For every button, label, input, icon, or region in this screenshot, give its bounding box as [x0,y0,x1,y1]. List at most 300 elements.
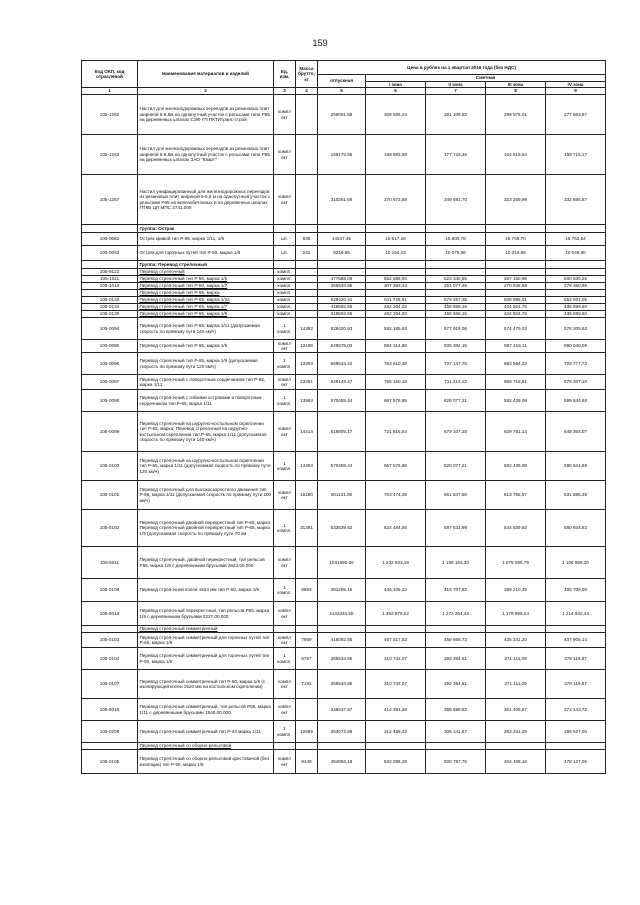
row-price-zone-1 [366,269,426,276]
row-mass: 6853 [296,579,318,602]
row-mass: 6757 [296,648,318,670]
row-price-zone-3: 574 479,03 [486,318,546,340]
row-unit: шт. [274,233,296,246]
row-price-zone-2: 458 668,73 [426,633,486,648]
row-price-zone-3: 361 406,57 [486,699,546,721]
row-mass [296,135,318,175]
row-price-zone-1 [366,743,426,750]
row-price-zone-1 [366,225,426,233]
header-name: Наименование материалов и изделий [138,61,274,88]
row-price-release: 310251.66 [318,175,366,225]
table-row [82,318,606,340]
row-name: Группа: Перевод стрелочный [138,261,274,269]
header-zone-3: III зона [486,81,546,88]
row-code: 105-0104 [82,648,138,670]
row-price-zone-4: 599 644,69 [546,390,606,412]
row-mass [296,626,318,633]
row-price-release: 570459.44 [318,390,366,412]
row-name: Перевод стрелочный симметричный для горочных путей тип Р-65, марка 1/6 [138,633,274,648]
row-price-release: 381205.15 [318,579,366,602]
row-price-zone-3: 582 439,08 [486,452,546,481]
row-code: 105-0101 [82,481,138,510]
row-unit: компл ект [274,412,296,452]
row-price-release: 265534.85 [318,670,366,699]
row-price-zone-2: 661 847,66 [426,481,486,510]
row-name: Перевод стрелочный тип Р-65, марка 1/11 (допускаемая скорость по прямому пути 140 км/ч) [138,318,274,340]
column-index: 3 [274,88,296,95]
row-price-zone-2 [426,626,486,633]
row-price-zone-1: 756 150,18 [366,375,426,390]
row-price-release: 616805.17 [318,412,366,452]
row-price-zone-3 [486,626,546,633]
row-price-release: 265534.85 [318,648,366,670]
row-code: 105-0135 [82,311,138,318]
row-code [82,290,138,297]
row-price-zone-1 [366,626,426,633]
row-price-release: 849575,03 [318,340,366,353]
column-index: 2 [138,88,274,95]
row-unit: 1 компл. [274,353,296,375]
row-price-zone-2 [426,743,486,750]
row-unit: компл ект [274,602,296,626]
row-price-zone-3: 425 341,20 [486,633,546,648]
row-unit [274,626,296,633]
row-price-zone-4: 599 644,69 [546,452,606,481]
row-name: Перевод стрелочный тип Р-65, марка 1/22 [138,297,274,304]
row-price-zone-1: 189 983,58 [366,135,426,175]
row-price-zone-4 [546,626,606,633]
row-unit: компл ект [274,95,296,135]
row-price-zone-1 [366,290,426,297]
header-unit: Ед. изм. [274,61,296,88]
row-code: 105-0095 [82,340,138,353]
row-unit: компл ект [274,633,296,648]
table-row [82,269,606,276]
table-row [82,602,606,626]
row-price-zone-3 [486,261,546,269]
row-code: 105-0062 [82,233,138,246]
row-price-zone-4: 10 049,60 [546,246,606,261]
row-price-zone-1: 487 517,63 [366,633,426,648]
row-mass: 16180 [296,481,318,510]
row-mass: 9449 [296,750,318,774]
row-name: Настил для железнодорожных переездов из резиновых плит шириной 6-6,5м на однопутный участок с рельсами типа Р65 на деревянных шпалах СЭФ ГП ПКТИтранс-строй [138,95,274,135]
row-price-zone-4: 400 708,00 [546,579,606,602]
row-price-zone-2: 737 147,78 [426,353,486,375]
row-name: Перевод стрелочный тип Р-50, марка 1/6 [138,276,274,283]
row-price-zone-4: 631 885,38 [546,481,606,510]
table-row [82,481,606,510]
row-price-zone-3: 487 150,98 [486,276,546,283]
row-mass [296,547,318,579]
row-price-zone-3 [486,290,546,297]
row-price-release [318,290,366,297]
row-name: Перевод стрелочный симметричный, тип рельсов Р65, марка 1/11 с деревянными брусьями 1840.00.000 [138,699,274,721]
row-price-zone-3: 271 111,09 [486,648,546,670]
row-mass: 14414 [296,412,318,452]
table-row [82,721,606,743]
row-unit: компл ект [274,175,296,225]
row-price-zone-3: 15 705,70 [486,233,546,246]
row-unit: 1 компл. [274,390,296,412]
row-unit: компл. [274,290,296,297]
row-price-zone-3: 538 995,01 [486,297,546,304]
row-price-zone-3: 544 839,63 [486,510,546,547]
row-mass [296,283,318,290]
row-price-zone-4: 679 207,10 [546,375,606,390]
row-price-release: 646149.47 [318,375,366,390]
row-price-zone-2: 679 107,28 [426,412,486,452]
row-price-zone-1: 446 105,22 [366,579,426,602]
row-price-zone-1: 994 314,88 [366,340,426,353]
row-price-release: 533639.52 [318,510,366,547]
row-price-zone-3: 464 408,16 [486,750,546,774]
column-index: 1 [82,88,138,95]
table-row [82,510,606,547]
table-row [82,290,606,297]
row-unit: компл. [274,283,296,290]
row-price-zone-1: 370 673,68 [366,175,426,225]
row-mass: 13984 [296,390,318,412]
row-price-zone-1: 482 264,02 [366,304,426,311]
row-name: Перевод стрелочный на шурупно-костыльном скреплении тип Р-65, марка 1/11 (допускаемая скорость по прямому пути 120 км/ч) [138,452,274,481]
row-price-zone-4 [546,743,606,750]
row-price-zone-3: 389 210,49 [486,579,546,602]
row-price-zone-2 [426,290,486,297]
row-price-zone-3: 270 846,58 [486,283,546,290]
page-number: 159 [312,38,328,48]
row-price-zone-3 [486,225,546,233]
row-code [82,743,138,750]
row-code: 105-1012 [82,283,138,290]
row-unit: 1 компл. [274,579,296,602]
row-price-zone-3: 164 619,64 [486,135,546,175]
row-price-zone-2: 291 077,46 [426,283,486,290]
row-code: 105-0100 [82,452,138,481]
row-unit: 1 компл. [274,318,296,340]
row-code: 105-0099 [82,412,138,452]
table-row [82,304,606,311]
table-body [82,95,606,774]
row-name: Перевод стрелочный тип Р-65, марка 1/8 [138,311,274,318]
row-price-zone-2: 389 698,52 [426,699,486,721]
row-price-zone-2: 587 531,99 [426,510,486,547]
column-index-row [82,88,606,95]
row-unit: компл ект [274,670,296,699]
row-name: Перевод стрелочный с поворотным сердечником тип Р-65, марка 1/11 [138,375,274,390]
row-price-zone-4: 15 763,54 [546,233,606,246]
row-mass [296,290,318,297]
row-price-zone-4: 372 143,72 [546,699,606,721]
row-unit [274,225,296,233]
row-price-zone-3: 887 416,11 [486,340,546,353]
row-price-zone-2: 1 159 183,30 [426,547,486,579]
row-code: 105-1257 [82,175,138,225]
row-price-zone-3 [486,743,546,750]
row-code: 105-6010 [82,699,138,721]
row-price-zone-1: 307 393,44 [366,283,426,290]
row-unit: компл. [274,269,296,276]
row-price-zone-1: 1 352 878,52 [366,602,426,626]
row-name: Перевод стрелочный, двойной перекрестный, тип рельсов Р65, марка 1/9 с деревянными брусьями 2843.00.000 [138,547,274,579]
row-mass [296,743,318,750]
row-price-zone-3: 1 075 096,79 [486,547,546,579]
row-price-release: 528420.41 [318,297,366,304]
table-row [82,648,606,670]
row-price-zone-1: 667 576,95 [366,390,426,412]
header-zone-2: II зона [426,81,486,88]
row-code: 105-0096 [82,353,138,375]
row-price-zone-4 [546,269,606,276]
group-row [82,261,606,269]
row-price-zone-1: 310 742,07 [366,648,426,670]
table-row [82,750,606,774]
row-price-zone-3: 659 718,81 [486,375,546,390]
row-code: 105-0094 [82,318,138,340]
column-index: 4 [296,88,318,95]
row-name: Перевод стрелочный [138,269,274,276]
row-unit [274,743,296,750]
row-code: 105-6012 [82,602,138,626]
row-price-zone-2: 628 077,21 [426,452,486,481]
row-price-zone-2: 291 109,53 [426,95,486,135]
row-price-zone-1: 703 474,39 [366,481,426,510]
table-row [82,670,606,699]
row-price-zone-4: 278 350,96 [546,283,606,290]
row-price-zone-4: 277 663,57 [546,95,606,135]
column-index: 9 [546,88,606,95]
row-price-zone-3: 323 269,99 [486,175,546,225]
row-unit: компл. [274,311,296,318]
row-name: Перевод стрелочный симметричный для горочных путей тип Р-50, марка 1/6 [138,648,274,670]
table-row [82,175,606,225]
row-price-zone-2 [426,261,486,269]
row-price-zone-4: 279 119,87 [546,648,606,670]
row-price-zone-2: 577 919,06 [426,318,486,340]
row-price-zone-1: 10 154,13 [366,246,426,261]
row-mass [296,297,318,304]
row-name: Настил для железнодорожных переездов из резиновых плит шириной 6-6,5м на однопутный участок с рельсами типа Р65 на деревянных шпалах ЗАО "Кварт" [138,135,274,175]
table-row [82,375,606,390]
row-price-zone-1: 552 888,94 [366,276,426,283]
row-price-release: 601131.90 [318,481,366,510]
row-name: Перевод стрелочный перекрестный, тип рельсов Р65, марка 1/9 с деревянными брусьями 2227.00.000 [138,602,274,626]
row-price-zone-2: 305 141,67 [426,721,486,743]
column-index: 7 [426,88,486,95]
row-price-zone-2: 500 797,75 [426,750,486,774]
header-code: Код ОКП, код отраслевой [82,61,138,88]
table-row [82,353,606,375]
row-price-release [318,261,366,269]
row-code: 105-0208 [82,721,138,743]
row-price-zone-1: 310 742,07 [366,670,426,699]
row-name: Перевод стрелочный тип Р-65, марка 1/7 [138,304,274,311]
row-unit: 1 компл. [274,510,296,547]
row-price-zone-1: 1 232 633,19 [366,547,426,579]
table-row [82,311,606,318]
row-price-zone-3: 10 019,88 [486,246,546,261]
row-unit: 1 компл. [274,452,296,481]
row-unit: компл. [274,276,296,283]
row-name: Перевод стрелочный симметричный тип Р-43 марка 1/11 [138,721,274,743]
header-release: отпускная [318,75,366,88]
row-price-zone-2: 456 666,16 [426,311,486,318]
row-price-release: 9216.55 [318,246,366,261]
row-code: 105-6011 [82,547,138,579]
row-price-zone-1: 611 726,91 [366,297,426,304]
row-price-zone-2: 15 600,78 [426,233,486,246]
row-price-release: 570459.44 [318,452,366,481]
row-code: 105-0134 [82,304,138,311]
row-price-release: 256001.68 [318,95,366,135]
row-unit: компл ект [274,547,296,579]
row-price-zone-4: 560 934,82 [546,510,606,547]
row-price-zone-4 [546,225,606,233]
row-mass [296,261,318,269]
row-mass: 14463 [296,452,318,481]
row-code: 105-0133 [82,297,138,304]
row-mass: 7191 [296,670,318,699]
row-price-zone-1: 783 610,48 [366,353,426,375]
row-price-zone-4: 1 214 942,44 [546,602,606,626]
row-name: Перевод стрелочный тип Р-65, марка 1/9 (допускаемая скорость по прямому пути 120 км/ч) [138,353,274,375]
row-unit: компл. [274,297,296,304]
row-price-zone-1: 721 816,54 [366,412,426,452]
row-price-release: 528420.63 [318,318,366,340]
row-mass: 31391 [296,510,318,547]
row-code: 105-0107 [82,670,138,699]
table-row [82,340,606,353]
row-price-zone-4: 1 106 958,20 [546,547,606,579]
row-price-zone-4 [546,261,606,269]
row-mass [296,276,318,283]
row-price-zone-4: 553 931,05 [546,297,606,304]
row-code: 105-1263 [82,135,138,175]
row-unit [274,261,296,269]
row-name: Перевод стрелочный с гибкими остряками и поворотным сердечником тип Р-65, марка 1/11 [138,390,274,412]
row-price-zone-2: 628 077,21 [426,390,486,412]
row-price-release: 346837.67 [318,699,366,721]
row-mass [296,175,318,225]
row-price-release: 1031690.66 [318,547,366,579]
row-name: Перевод стрелочный тип Р-50, марка 1/7 [138,283,274,290]
row-name: Перевод стрелочный со сборно-рельсовой крестовиной (без изоляции) тип Р-50, марка 1/9 [138,750,274,774]
row-price-zone-4: 289 527,00 [546,721,606,743]
row-price-zone-4: 332 885,87 [546,175,606,225]
row-code: 105-0108 [82,579,138,602]
row-price-zone-3 [486,269,546,276]
row-code: 105-1252 [82,95,138,135]
row-price-zone-1: 582 185,63 [366,318,426,340]
row-unit: шт. [274,246,296,261]
header-price-title: Цена в рублях на 1 квартал 2016 года (без НДС) [318,61,606,75]
row-price-zone-4: 436 699,60 [546,304,606,311]
row-price-release: 156175.66 [318,135,366,175]
table-row [82,743,606,750]
row-code: 105-0097 [82,375,138,390]
row-price-release: 418592.65 [318,304,366,311]
row-mass: 14382 [296,318,318,340]
row-mass: 836 [296,233,318,246]
row-price-zone-4: 437 905,14 [546,633,606,648]
row-name: Настил унифицированный для железнодорожных переездов из резиновых плит шириной 6-6,5 м на однопутный участок с рельсами Р65 на железобетонных и на деревянных шпалах ПТКБ ЦП МПС 2741.000 [138,175,274,225]
row-name: Группа: Острак [138,225,274,233]
row-price-zone-2 [426,225,486,233]
row-name: Перевод стрелочный со сборно-рельсовой [138,743,274,750]
row-unit: компл. [274,304,296,311]
table-row [82,233,606,246]
row-mass: 242 [296,246,318,261]
row-price-zone-2: 1 272 264,42 [426,602,486,626]
row-unit: компл ект [274,481,296,510]
row-price-zone-1: 624 484,56 [366,510,426,547]
row-unit: 1 компл. [274,648,296,670]
row-price-zone-4: 703 777,73 [546,353,606,375]
row-unit: 1 компл. [274,721,296,743]
row-code: 105-1011 [82,276,138,283]
row-mass [296,225,318,233]
row-mass [296,311,318,318]
row-price-zone-3: 283 241,29 [486,721,546,743]
row-price-zone-2: 579 257,35 [426,297,486,304]
table-row [82,390,606,412]
row-mass [296,602,318,626]
row-price-zone-4: 169 715,17 [546,135,606,175]
header-zone-4: IV зона [546,81,606,88]
column-index: 6 [366,88,426,95]
row-price-release [318,269,366,276]
header-zone-1: I зона [366,81,426,88]
row-price-release: 418592.65 [318,311,366,318]
table-row [82,135,606,175]
row-code [82,225,138,233]
row-price-zone-3: 613 755,57 [486,481,546,510]
row-name: Перевод стрелочный тип Р-65, марка [138,290,274,297]
row-name: Остряк для горочных путей тип Р-50, марка 1/6 [138,246,274,261]
row-unit: компл ект [274,135,296,175]
header-mass: Масса брутто, кг [296,61,318,88]
row-price-zone-1: 667 576,95 [366,452,426,481]
column-index: 8 [486,88,546,95]
row-name: Перевод стрелочный симметричный [138,626,274,633]
row-price-zone-1: 532 286,28 [366,750,426,774]
table-row [82,633,606,648]
row-price-release: 416092.85 [318,633,366,648]
row-price-zone-3: 683 584,23 [486,353,546,375]
row-price-release: 14447.46 [318,233,366,246]
row-unit: компл ект [274,375,296,390]
table-row [82,626,606,633]
row-code: 105-9122 [82,269,138,276]
row-price-release: 669524.22 [318,353,366,375]
row-price-zone-4 [546,290,606,297]
row-price-zone-2: 419 707,82 [426,579,486,602]
row-price-release [318,743,366,750]
row-code: 105-0103 [82,633,138,648]
table-row [82,95,606,135]
row-mass: 13303 [296,353,318,375]
row-mass [296,269,318,276]
row-name: Перевод стрелочный для высокоскоростного движения тип Р-65, марка 1/11 (допускаемая скорость по прямому пути 200 км/ч) [138,481,274,510]
row-name: Перевод стрелочной колеи 1524 мм тип Р-50, марка 1/9 [138,579,274,602]
row-code: 105-0102 [82,510,138,547]
row-price-zone-2: 177 722,46 [426,135,486,175]
table-row [82,276,606,283]
row-unit: компл ект [274,750,296,774]
row-price-release: 265534.85 [318,283,366,290]
row-price-zone-1: 15 617,18 [366,233,426,246]
row-price-zone-3: 299 975,01 [486,95,546,135]
